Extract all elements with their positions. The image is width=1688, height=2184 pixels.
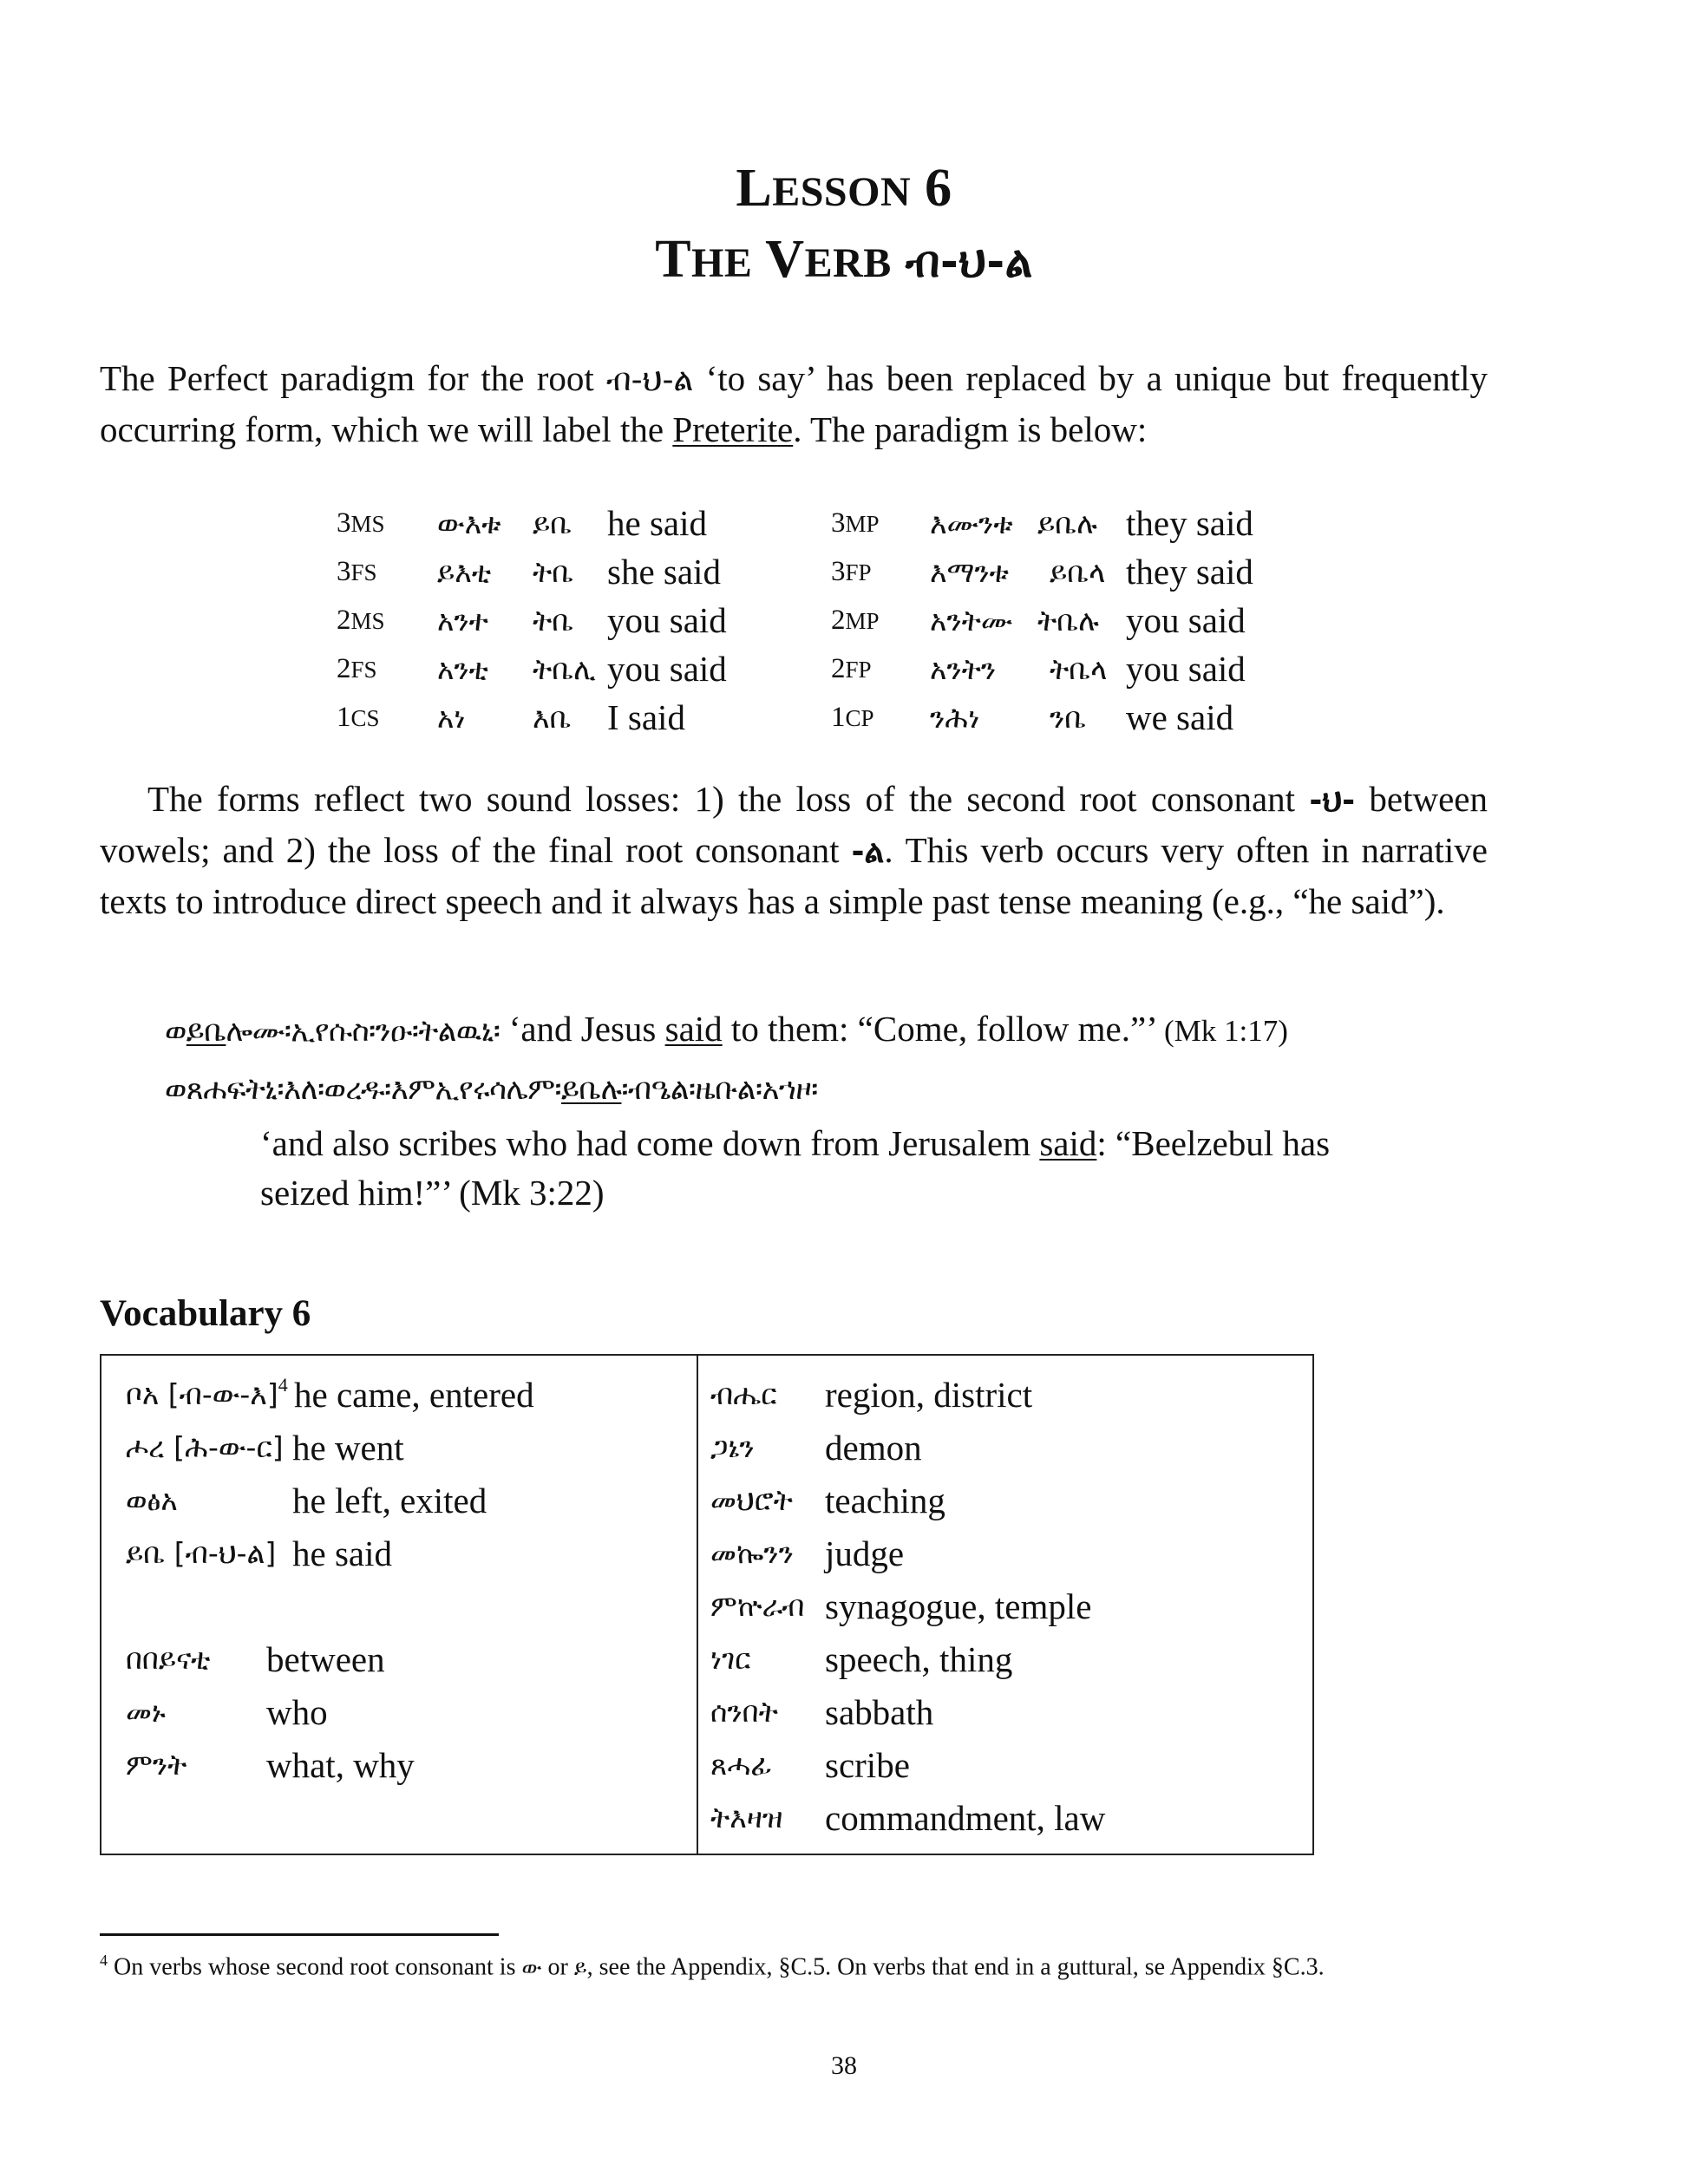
- example-translation: : “Beelzebul has: [1096, 1123, 1331, 1163]
- person-number: 2: [831, 653, 846, 684]
- example-geez-highlight: ይቤ: [186, 1014, 226, 1049]
- vocab-geez: ምንት: [126, 1748, 187, 1782]
- person-label: [831, 596, 880, 646]
- vocab-gloss: he left, exited: [292, 1481, 487, 1520]
- person-label: [831, 499, 880, 549]
- person-tag: FS: [350, 657, 377, 683]
- example-mk-1-17: [165, 1004, 1288, 1056]
- person-number: 3: [337, 556, 351, 587]
- example-translation-highlight: said: [1039, 1123, 1097, 1163]
- vocab-gloss: he came, entered: [294, 1375, 534, 1415]
- vocab-gloss: teaching: [825, 1481, 945, 1520]
- person-tag: MP: [845, 608, 880, 634]
- example-translation-highlight: said: [664, 1009, 723, 1049]
- vocab-gloss: commandment, law: [825, 1798, 1106, 1838]
- footnote-text: On verbs whose second root consonant is: [108, 1953, 522, 1981]
- pronoun: አንትን: [930, 652, 997, 686]
- lesson-title-initial: L: [736, 159, 773, 218]
- example-translation: seized him!”’ (Mk 3:22): [260, 1173, 605, 1213]
- verb-form: ትቤሉ: [1037, 604, 1099, 638]
- verb-form: እቤ: [533, 701, 572, 735]
- person-number: 2: [831, 605, 846, 636]
- final-root-consonant: -ል: [851, 834, 885, 870]
- vocab-gloss: region, district: [825, 1375, 1033, 1415]
- intro-paragraph: [100, 354, 1488, 454]
- vocab-geez: ብሔር: [710, 1377, 777, 1411]
- explanation-text-2: between vowels; and 2) the loss of the final root consonant: [100, 779, 1488, 870]
- person-label: [337, 596, 385, 646]
- verb-form: ትቤላ: [1050, 652, 1108, 686]
- example-geez: ወጸሐፍትኒ፡እለ፡ወረዱ፡እምኢየሩሳሌም፡: [165, 1072, 561, 1107]
- vocab-gloss: scribe: [825, 1745, 910, 1785]
- vocab-geez: ምኵራብ: [710, 1589, 805, 1623]
- person-label: [337, 547, 377, 598]
- vocab-geez: ወፅአ: [126, 1483, 178, 1517]
- vocab-geez: [126, 1368, 288, 1422]
- person-tag: MS: [350, 608, 385, 634]
- subtitle-the-rest: HE: [691, 240, 753, 286]
- person-tag: FP: [845, 559, 872, 585]
- lesson-subtitle: [0, 230, 1688, 289]
- verb-form: ትቤ: [533, 555, 574, 589]
- pronoun: እማንቱ: [930, 555, 1009, 589]
- pronoun: አነ: [437, 701, 466, 735]
- footnote-ref[interactable]: 4: [278, 1374, 288, 1396]
- person-number: 3: [831, 556, 846, 587]
- person-tag: FS: [350, 559, 377, 585]
- vocab-geez: ጋኔን: [710, 1430, 755, 1464]
- example-geez: ፡ብዔል፡ዜቡል፡አኀዞ፡: [621, 1072, 818, 1107]
- vocab-gloss: demon: [825, 1428, 922, 1468]
- vocab-geez: መኑ: [126, 1695, 166, 1729]
- gloss: they said: [1126, 503, 1253, 543]
- footnote-geez: ይ: [573, 1955, 587, 1980]
- person-label: [831, 693, 874, 743]
- vocab-gloss: he said: [292, 1533, 392, 1573]
- person-label: [337, 499, 385, 549]
- vocabulary-table: [100, 1354, 1314, 1855]
- example-mk-3-22-geez: [165, 1063, 818, 1115]
- vocab-geez: ጸሓፊ: [710, 1748, 772, 1782]
- gloss: she said: [607, 552, 721, 592]
- person-label: [831, 547, 872, 598]
- intro-root: ብ-ህ-ል: [605, 362, 694, 398]
- subtitle-root: ብ-ህ-ል: [905, 237, 1033, 287]
- vocab-geez: መኰንን: [710, 1536, 794, 1570]
- vocab-gloss: speech, thing: [825, 1639, 1013, 1679]
- pronoun: ይእቲ: [437, 555, 492, 589]
- footnote: [100, 1952, 1325, 1981]
- gloss: you said: [607, 649, 727, 689]
- example-translation: to them: “Come, follow me.”’: [722, 1009, 1165, 1049]
- person-tag: FP: [845, 657, 872, 683]
- explanation-text-1: The forms reflect two sound losses: 1) the loss of the second root consonant: [147, 779, 1310, 819]
- vocab-geez: መህሮት: [710, 1483, 793, 1517]
- gloss: you said: [1126, 600, 1246, 640]
- verb-form: ይቤ: [533, 507, 572, 540]
- person-label: [337, 644, 377, 695]
- verb-form: ይቤላ: [1050, 555, 1106, 589]
- example-geez-highlight: ይቤሉ: [561, 1072, 622, 1107]
- vocab-geez: ሖረ [ሕ-ው-ር]: [126, 1430, 284, 1464]
- vocab-gloss: judge: [825, 1533, 905, 1573]
- person-number: 2: [337, 605, 351, 636]
- vocab-geez: ይቤ [ብ-ህ-ል]: [126, 1536, 277, 1570]
- explanation-text-3: . This verb occurs very often in narrative texts to introduce direct speech and it always has a simple past tense meaning (e.g., “he said”).: [100, 830, 1488, 921]
- vocab-geez-word: ቦአ [ብ-ው-እ]: [126, 1377, 278, 1411]
- person-number: 1: [337, 702, 351, 733]
- verb-form: ይቤሉ: [1037, 507, 1097, 540]
- example-reference: (Mk 1:17): [1164, 1014, 1288, 1048]
- verb-form: ትቤሊ: [533, 652, 596, 686]
- footnote-text: , see the Appendix, §C.5. On verbs that end in a guttural, se Appendix §C.3.: [586, 1953, 1325, 1981]
- lesson-title: [0, 159, 1688, 218]
- gloss: we said: [1126, 697, 1234, 737]
- gloss: I said: [607, 697, 685, 737]
- vocab-gloss: what, why: [266, 1745, 415, 1785]
- vocab-geez: ሰንበት: [710, 1695, 778, 1729]
- gloss: you said: [607, 600, 727, 640]
- person-number: 2: [337, 653, 351, 684]
- person-tag: MP: [845, 511, 880, 537]
- pronoun: አንተ: [437, 604, 488, 638]
- example-geez: ወ: [165, 1014, 186, 1049]
- person-label: [831, 644, 872, 695]
- second-root-consonant: -ህ-: [1309, 782, 1356, 819]
- person-tag: CS: [350, 705, 380, 731]
- footnote-geez: ው: [521, 1955, 542, 1980]
- pronoun: ንሕነ: [930, 701, 980, 735]
- gloss: he said: [607, 503, 707, 543]
- footnote-separator: [100, 1933, 499, 1936]
- vocabulary-title: Vocabulary 6: [100, 1293, 311, 1334]
- person-number: 3: [831, 507, 846, 539]
- vocab-gloss: he went: [292, 1428, 404, 1468]
- person-tag: MS: [350, 511, 385, 537]
- example-translation: ‘and also scribes who had come down from Jerusalem: [260, 1123, 1040, 1163]
- person-tag: CP: [845, 705, 874, 731]
- gloss: they said: [1126, 552, 1253, 592]
- gloss: you said: [1126, 649, 1246, 689]
- subtitle-the-initial: T: [655, 230, 692, 289]
- example-translation: ‘and Jesus: [500, 1009, 665, 1049]
- intro-text-2: ‘to say’ has been replaced by a unique but frequently occurring form, which we will label the: [100, 358, 1488, 449]
- pronoun: ውእቱ: [437, 507, 501, 540]
- intro-term-preterite: Preterite: [672, 409, 794, 449]
- person-label: [337, 693, 380, 743]
- vocab-gloss: synagogue, temple: [825, 1586, 1092, 1626]
- explanation-paragraph: [100, 775, 1488, 926]
- vocab-geez: ነገር: [710, 1642, 751, 1676]
- vocab-gloss: who: [266, 1692, 328, 1732]
- column-divider: [697, 1356, 698, 1854]
- page-number: 38: [831, 2051, 857, 2080]
- footnote-number: 4: [100, 1952, 108, 1969]
- vocab-geez: በበይናቲ: [126, 1642, 211, 1676]
- footnote-text: or: [541, 1953, 574, 1981]
- verb-form: ትቤ: [533, 604, 574, 638]
- subtitle-verb-rest: ERB: [804, 240, 892, 286]
- person-number: 3: [337, 507, 351, 539]
- example-geez: ሎሙ፡ኢየሱስ፡ንዑ፡ትልዉኒ፡: [226, 1014, 501, 1049]
- example-mk-3-22-translation: [260, 1119, 1330, 1168]
- subtitle-verb-initial: V: [765, 230, 805, 289]
- example-mk-3-22-translation-line2: [260, 1168, 605, 1218]
- verb-form: ንቤ: [1050, 701, 1087, 735]
- intro-text-3: . The paradigm is below:: [793, 409, 1148, 449]
- pronoun: እሙንቱ: [930, 507, 1013, 540]
- vocab-gloss: sabbath: [825, 1692, 934, 1732]
- vocab-geez: ትእዛዝ: [710, 1801, 783, 1834]
- intro-text-1: The Perfect paradigm for the root: [100, 358, 606, 398]
- pronoun: አንትሙ: [930, 604, 1013, 638]
- person-number: 1: [831, 702, 846, 733]
- lesson-number: 6: [925, 159, 952, 218]
- pronoun: አንቲ: [437, 652, 488, 686]
- lesson-title-rest: ESSON: [772, 169, 912, 215]
- vocab-gloss: between: [266, 1639, 385, 1679]
